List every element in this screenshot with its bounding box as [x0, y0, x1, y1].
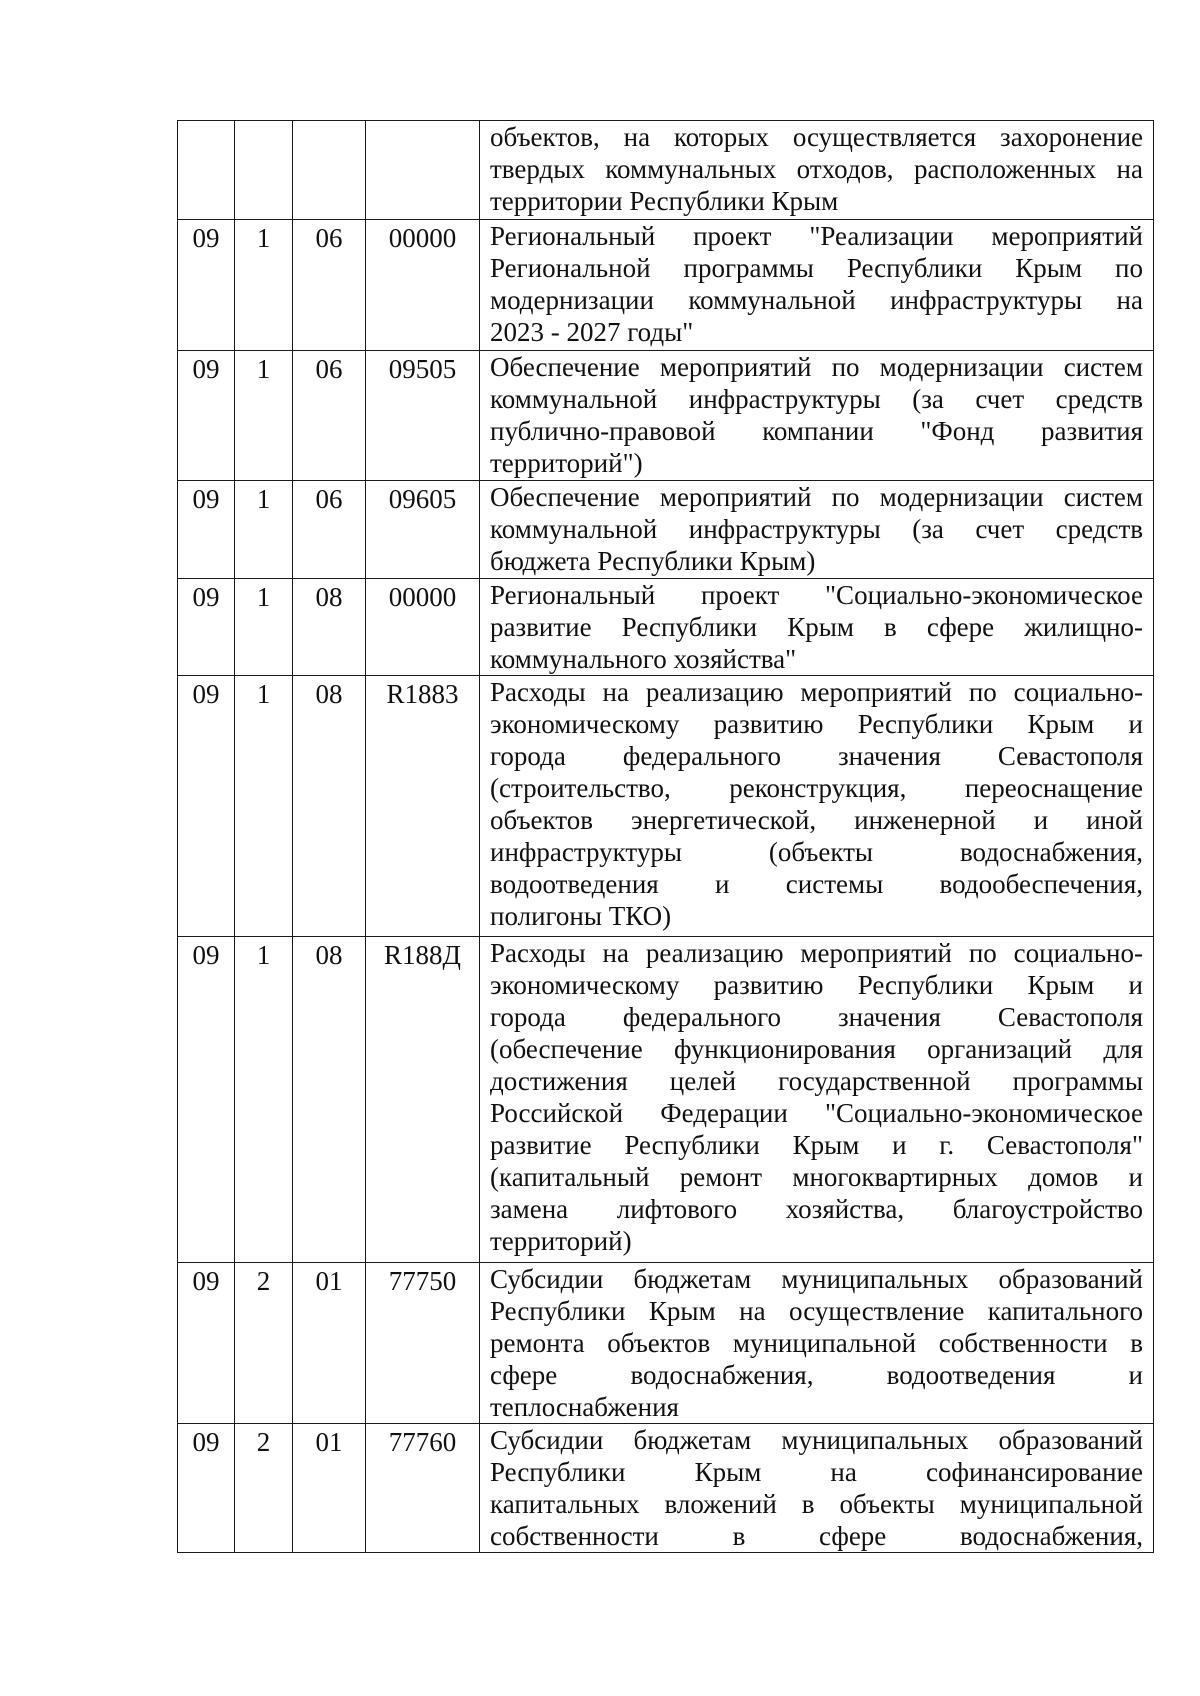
program-code-cell: 09: [178, 351, 235, 481]
description-line: Республики Крым на софинансирование: [490, 1457, 1143, 1487]
description-line: Обеспечение мероприятий по модернизации систем: [490, 352, 1143, 382]
table-row: [178, 676, 1154, 937]
description-line: Региональной программы Республики Крым по: [490, 253, 1143, 283]
description-line: экономическому развитию Республики Крым и: [490, 970, 1143, 1000]
event-code-cell: 06: [293, 351, 366, 481]
table-row: [178, 579, 1154, 676]
budget-codes-table: [177, 120, 1154, 1553]
event-code-cell: [293, 121, 366, 220]
description-line: 2023 - 2027 годы": [490, 317, 694, 347]
description-line: сфере водоснабжения, водоотведения и: [490, 1360, 1143, 1390]
description-line: экономическому развитию Республики Крым и: [490, 709, 1143, 739]
subprogram-code-cell: 1: [235, 579, 293, 676]
description-cell: [480, 676, 1154, 937]
description-cell: [480, 1263, 1154, 1424]
description-line: модернизации коммунальной инфраструктуры на: [490, 285, 1143, 315]
event-code-cell: 06: [293, 220, 366, 351]
description-line: собственности в сфере водоснабжения,: [490, 1521, 1143, 1551]
description-cell: [480, 579, 1154, 676]
description-line: территорий): [490, 1226, 632, 1256]
description-cell: [480, 121, 1154, 220]
direction-code-cell: [366, 121, 480, 220]
program-code-cell: 09: [178, 481, 235, 579]
description-line: Расходы на реализацию мероприятий по социально-: [490, 677, 1143, 707]
description-line: инфраструктуры (объекты водоснабжения,: [490, 837, 1143, 867]
description-line: (строительство, реконструкция, переоснащение: [490, 773, 1143, 803]
description-line: Субсидии бюджетам муниципальных образований: [490, 1425, 1143, 1455]
subprogram-code-cell: 1: [235, 220, 293, 351]
event-code-cell: 08: [293, 579, 366, 676]
subprogram-code-cell: 2: [235, 1424, 293, 1553]
direction-code-cell: 77750: [366, 1263, 480, 1424]
description-line: Обеспечение мероприятий по модернизации систем: [490, 482, 1143, 512]
direction-code-cell: 00000: [366, 220, 480, 351]
description-line: Региональный проект "Социально-экономическое: [490, 580, 1143, 610]
description-line: полигоны ТКО): [490, 901, 672, 931]
event-code-cell: 01: [293, 1424, 366, 1553]
direction-code-cell: 09605: [366, 481, 480, 579]
description-line: (капитальный ремонт многоквартирных домов и: [490, 1162, 1143, 1192]
event-code-cell: 08: [293, 676, 366, 937]
event-code-cell: 01: [293, 1263, 366, 1424]
description-line: теплоснабжения: [490, 1392, 679, 1422]
description-line: замена лифтового хозяйства, благоустройство: [490, 1194, 1143, 1224]
direction-code-cell: R188Д: [366, 937, 480, 1263]
program-code-cell: 09: [178, 1263, 235, 1424]
description-line: города федерального значения Севастополя: [490, 1002, 1143, 1032]
description-line: бюджета Республики Крым): [490, 546, 816, 576]
subprogram-code-cell: [235, 121, 293, 220]
direction-code-cell: 09505: [366, 351, 480, 481]
description-line: развитие Республики Крым в сфере жилищно-: [490, 612, 1143, 642]
table-row: [178, 121, 1154, 220]
description-line: города федерального значения Севастополя: [490, 741, 1143, 771]
table-row: [178, 351, 1154, 481]
table-row: [178, 481, 1154, 579]
table-row: [178, 1424, 1154, 1553]
subprogram-code-cell: 1: [235, 481, 293, 579]
program-code-cell: 09: [178, 676, 235, 937]
description-cell: [480, 937, 1154, 1263]
description-line: Российской Федерации "Социально-экономическое: [490, 1098, 1143, 1128]
program-code-cell: 09: [178, 1424, 235, 1553]
description-cell: [480, 351, 1154, 481]
program-code-cell: 09: [178, 937, 235, 1263]
table-row: [178, 937, 1154, 1263]
description-line: коммунальной инфраструктуры (за счет средств: [490, 514, 1143, 544]
description-line: Расходы на реализацию мероприятий по социально-: [490, 938, 1143, 968]
description-line: публично-правовой компании "Фонд развития: [490, 416, 1143, 446]
description-line: коммунальной инфраструктуры (за счет средств: [490, 384, 1143, 414]
event-code-cell: 06: [293, 481, 366, 579]
description-line: (обеспечение функционирования организаций для: [490, 1034, 1143, 1064]
description-line: Республики Крым на осуществление капитального: [490, 1296, 1143, 1326]
description-cell: [480, 1424, 1154, 1553]
subprogram-code-cell: 1: [235, 937, 293, 1263]
description-line: объектов, на которых осуществляется захоронение: [490, 122, 1143, 152]
table-row: [178, 1263, 1154, 1424]
description-cell: [480, 481, 1154, 579]
direction-code-cell: R1883: [366, 676, 480, 937]
description-line: развитие Республики Крым и г. Севастополя": [490, 1130, 1143, 1160]
description-line: ремонта объектов муниципальной собственности в: [490, 1328, 1143, 1358]
event-code-cell: 08: [293, 937, 366, 1263]
description-line: Региональный проект "Реализации мероприятий: [490, 221, 1143, 251]
description-line: территорий"): [490, 448, 643, 478]
subprogram-code-cell: 2: [235, 1263, 293, 1424]
direction-code-cell: 00000: [366, 579, 480, 676]
direction-code-cell: 77760: [366, 1424, 480, 1553]
program-code-cell: 09: [178, 220, 235, 351]
description-line: твердых коммунальных отходов, расположенных на: [490, 154, 1143, 184]
description-line: территории Республики Крым: [490, 186, 839, 216]
program-code-cell: 09: [178, 579, 235, 676]
program-code-cell: [178, 121, 235, 220]
description-line: достижения целей государственной программы: [490, 1066, 1143, 1096]
description-line: объектов энергетической, инженерной и иной: [490, 805, 1143, 835]
description-line: Субсидии бюджетам муниципальных образований: [490, 1264, 1143, 1294]
table-row: [178, 220, 1154, 351]
description-line: капитальных вложений в объекты муниципальной: [490, 1489, 1143, 1519]
table-body: [178, 121, 1154, 1553]
description-cell: [480, 220, 1154, 351]
subprogram-code-cell: 1: [235, 351, 293, 481]
description-line: водоотведения и системы водообеспечения,: [490, 869, 1143, 899]
subprogram-code-cell: 1: [235, 676, 293, 937]
description-line: коммунального хозяйства": [490, 644, 797, 674]
